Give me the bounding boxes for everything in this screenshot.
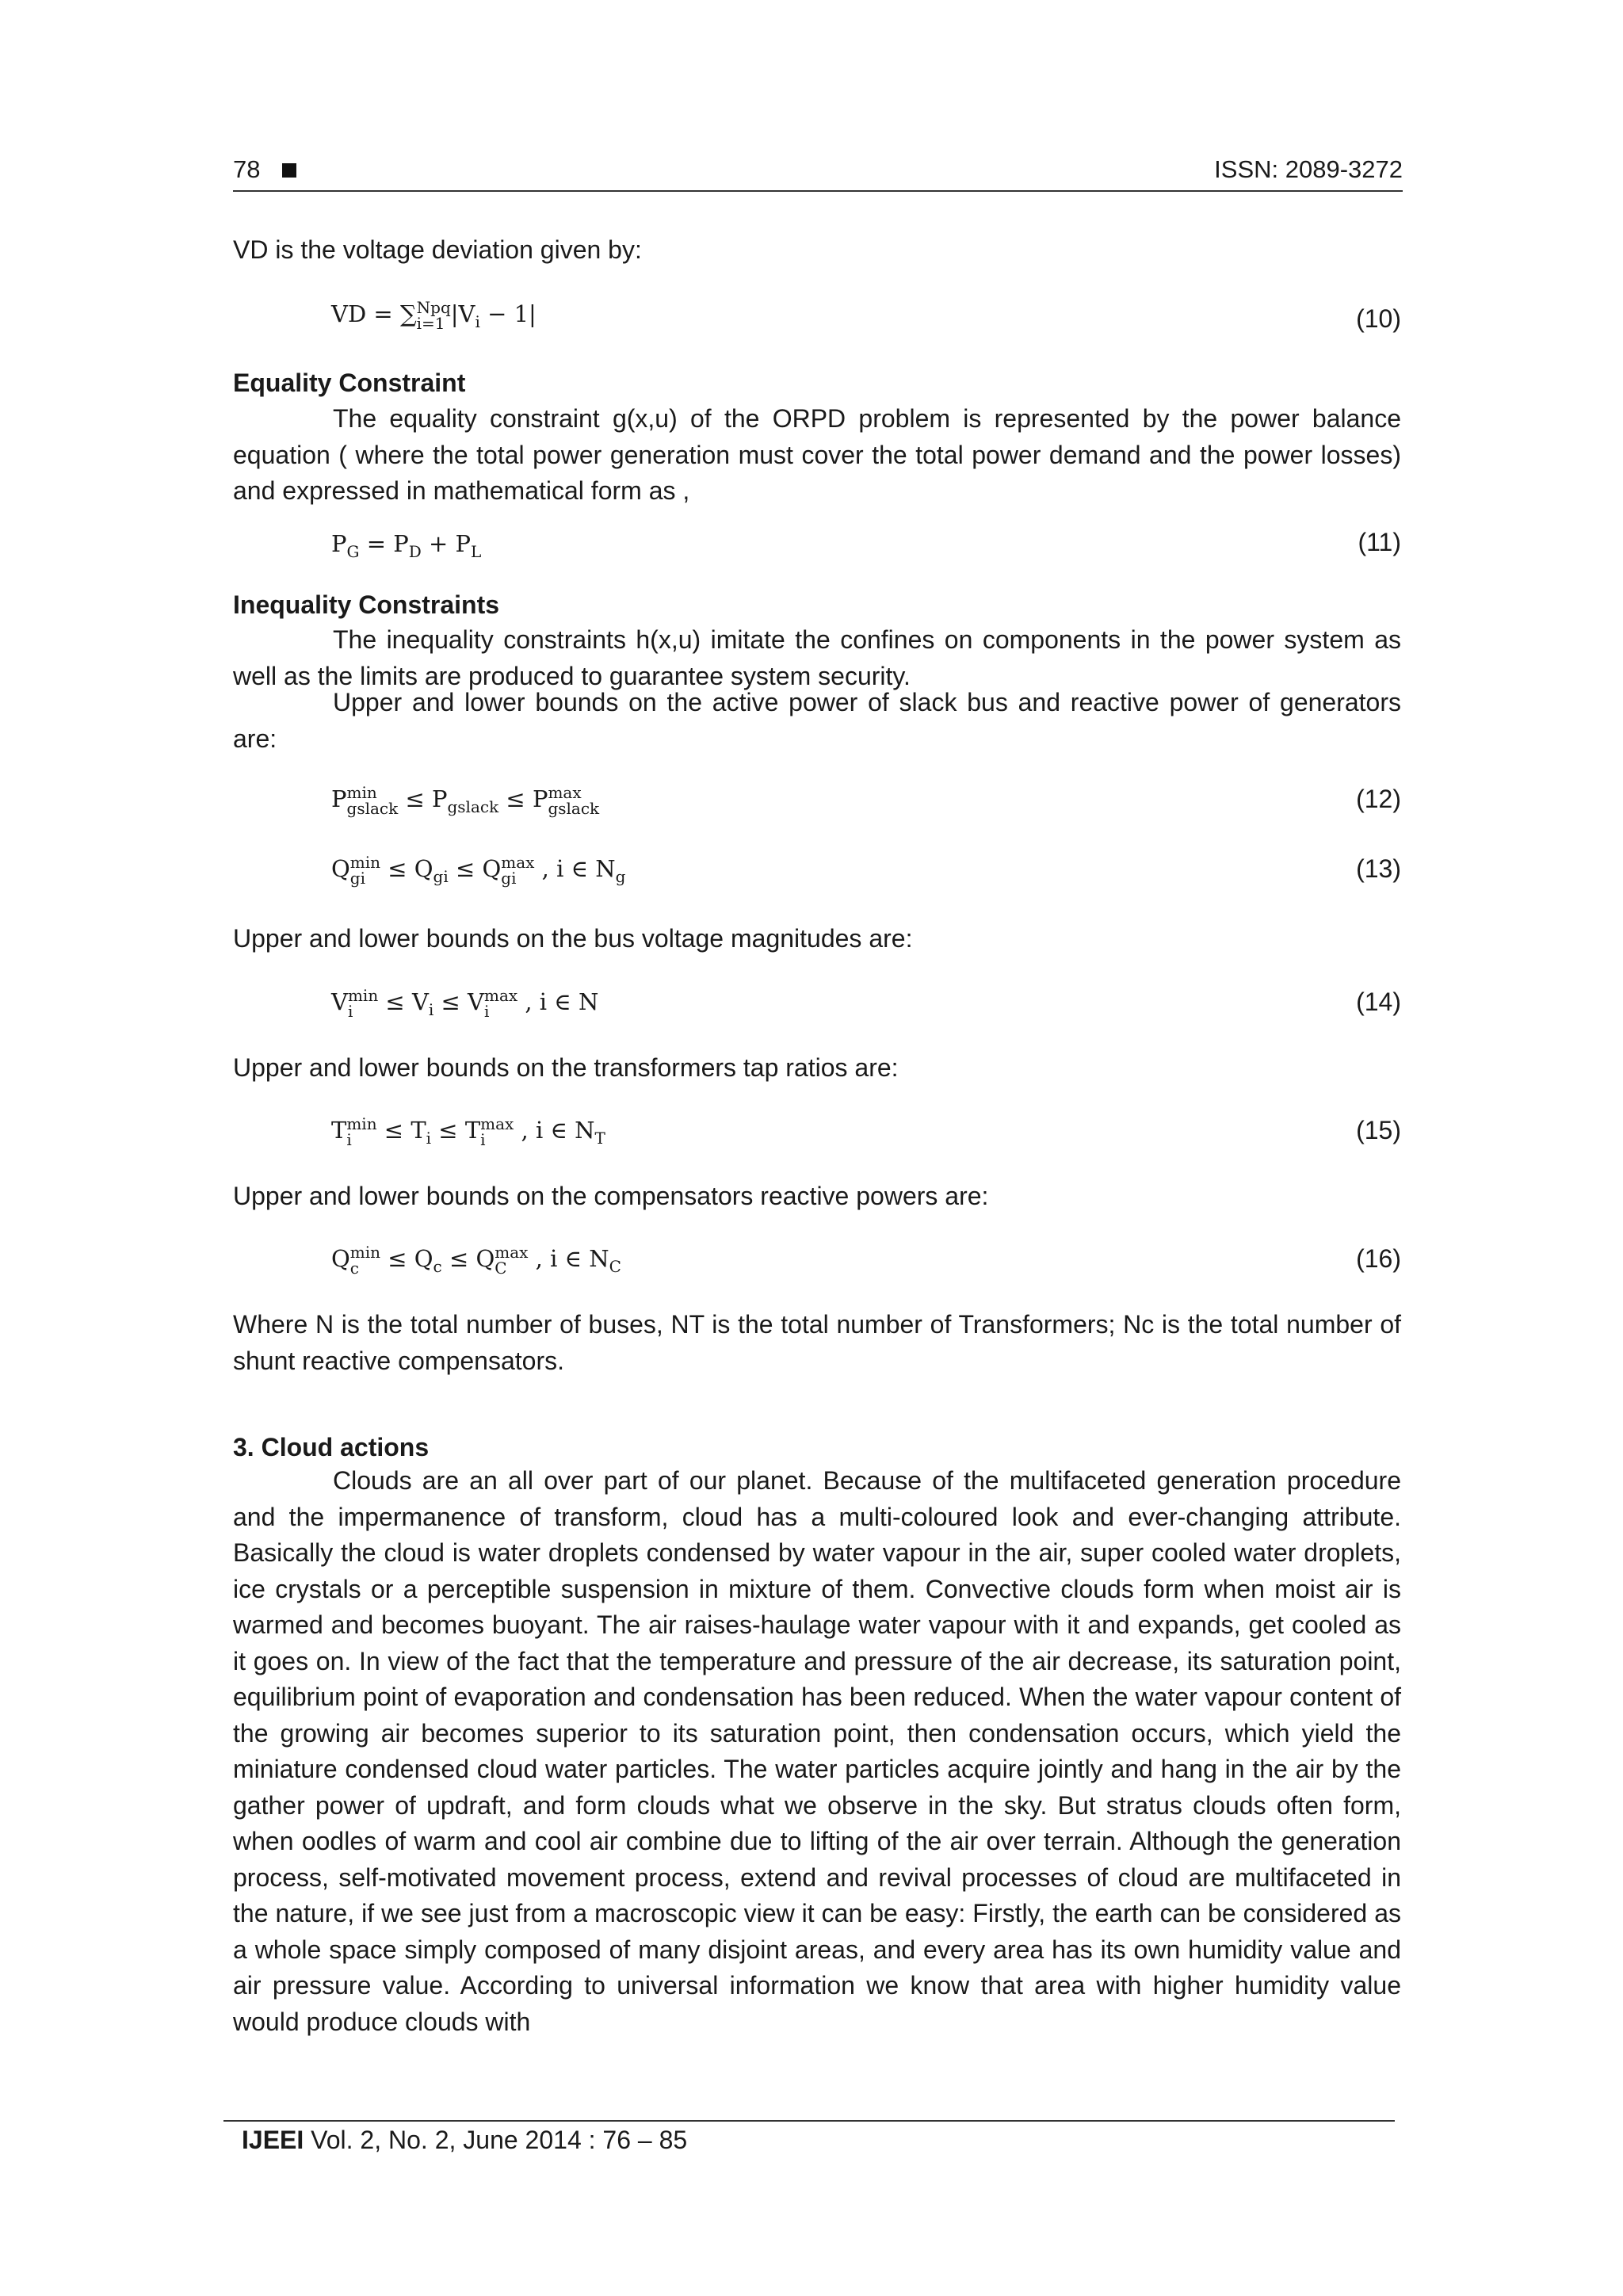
equation-12: P min gslack ≤ $P_{gslack} \le P$ max gslack (331, 783, 600, 818)
equation-number-10: (10) (1356, 304, 1401, 333)
cloud-paragraph: Clouds are an all over part of our planet. Because of the multifaceted generation procedure and the impermanence of transform, cloud has a multi-coloured look and ever-changing attribute. Basically the cloud is water droplets condensed by water vapour in the air, super cooled water droplets, ice crystals or a perceptible suspension in mixture of them. Convective clouds form when moist air is warmed and becomes buoyant. The air raises-haulage water vapour with it and expands, get cooled as it goes on. In view of the fact that the temperature and pressure of the air decrease, its saturation point, equilibrium point of evaporation and condensation has been reduced. When the water vapour content of the growing air becomes superior to its saturation point, then condensation occurs, which yield the miniature condensed cloud water particles. The water particles acquire jointly and hang in the air by the gather power of updraft, and form clouds what we observe in the sky. But stratus clouds often form, when oodles of warm and cool air combine due to lifting of the air over terrain. Although the generation process, self-motivated movement process, extend and revival processes of cloud are multifaceted in the nature, if we see just from a macroscopic view it can be easy: Firstly, the earth can be considered as a whole space simply composed of many disjoint areas, and every area has its own humidity value and air pressure value. According to universal information we know that area with higher humidity value would produce clouds with (233, 1466, 1401, 2036)
vd-intro: VD is the voltage deviation given by: (233, 235, 642, 264)
page-footer (242, 2126, 687, 2155)
journal-abbrev: IJEEI (242, 2126, 304, 2154)
page-header (233, 152, 1403, 190)
equation-10: VD = ∑ Npq i=1 $|V_i - 1|$ (331, 298, 537, 333)
equation-15: T min i ≤ $T_i \le T$ max i , i ∈ $N_T$ (331, 1114, 605, 1149)
equation-number-13: (13) (1356, 854, 1401, 883)
equation-number-15: (15) (1356, 1116, 1401, 1144)
equation-16: Q min c ≤ $Q_c \le Q$ max C , i ∈ $N_C$ (331, 1243, 621, 1278)
compensator-text: Upper and lower bounds on the compensators reactive powers are: (233, 1182, 989, 1210)
equation-number-16: (16) (1356, 1244, 1401, 1273)
summation-symbol: ∑ (399, 300, 417, 327)
page-number: 78 (233, 155, 261, 183)
equation-13: Q min gi ≤ $Q_{gi} \le Q$ max gi , i ∈ $N_g$ (331, 853, 626, 888)
equation-number-14: (14) (1356, 988, 1401, 1016)
section-3-heading: 3. Cloud actions (233, 1433, 430, 1461)
equation-14: V min i ≤ $V_i \le V$ max i , i ∈ N (331, 986, 599, 1021)
footer-rule (223, 2120, 1395, 2122)
equality-paragraph: The equality constraint g(x,u) of the ORPD problem is represented by the power balance equation ( where the total power generation must cover the total power demand and the power losses) and expressed in mathematical form as , (233, 404, 1401, 505)
inequality-paragraph-2: Upper and lower bounds on the active power of slack bus and reactive power of generators are: (233, 688, 1401, 753)
tap-ratio-text: Upper and lower bounds on the transformers tap ratios are: (233, 1053, 899, 1082)
inequality-paragraph-1: The inequality constraints h(x,u) imitate the confines on components in the power system as well as the limits are produced to guarantee system security. (233, 625, 1401, 690)
square-bullet-icon (282, 163, 296, 178)
equation-number-12: (12) (1356, 785, 1401, 813)
journal-citation: Vol. 2, No. 2, June 2014 : 76 – 85 (304, 2126, 688, 2154)
where-paragraph: Where N is the total number of buses, NT is the total number of Transformers; Nc is the total number of shunt reactive compensators. (233, 1310, 1401, 1375)
equality-heading: Equality Constraint (233, 369, 466, 397)
header-rule (233, 190, 1403, 192)
bus-voltage-text: Upper and lower bounds on the bus voltage magnitudes are: (233, 924, 913, 953)
equation-11: $P_G = P_D + P_L$ (331, 530, 482, 561)
issn-label: ISSN: 2089-3272 (1214, 155, 1403, 183)
equation-number-11: (11) (1358, 528, 1401, 556)
inequality-heading: Inequality Constraints (233, 590, 500, 619)
